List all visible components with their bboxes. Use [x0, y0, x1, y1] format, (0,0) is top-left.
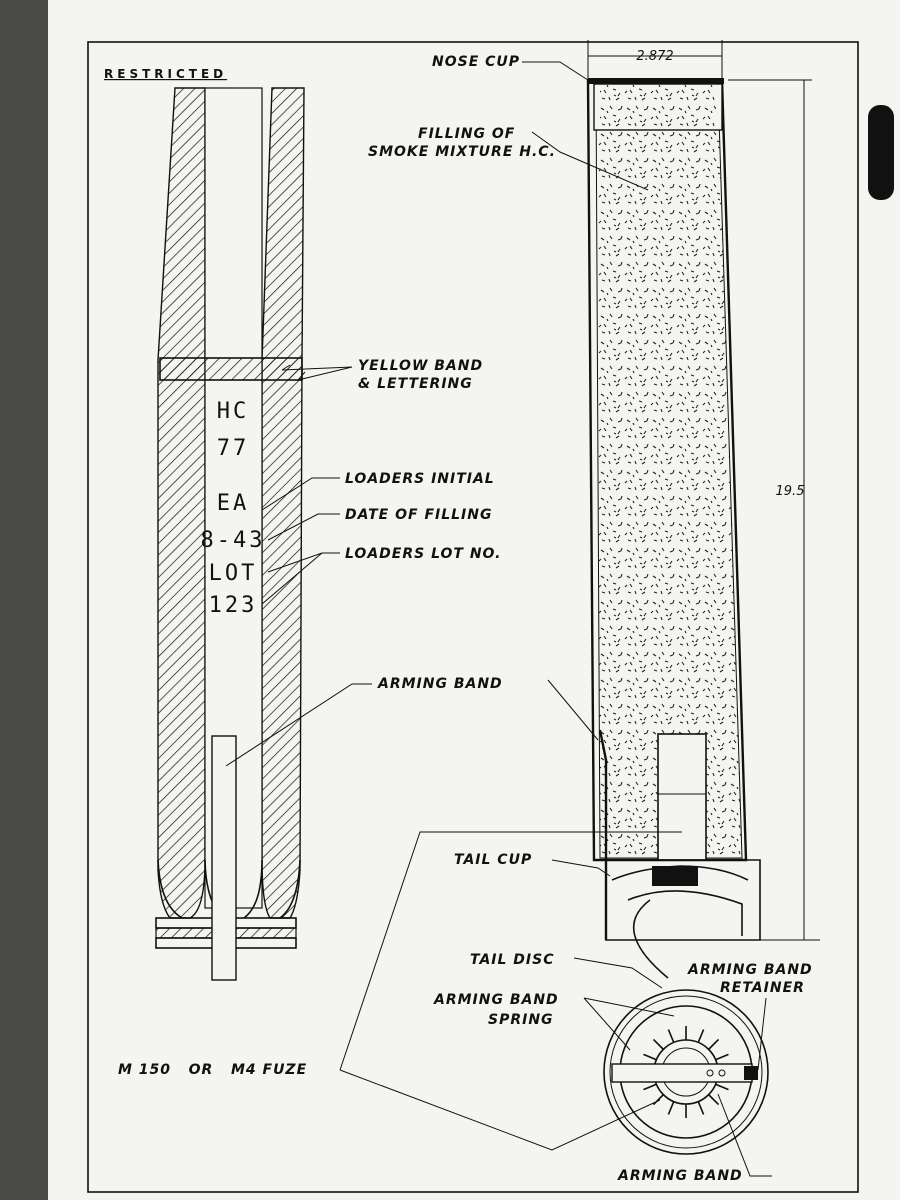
label-filling-1: FILLING OF [418, 126, 516, 142]
burster-well [658, 734, 706, 860]
retainer-clip [744, 1066, 758, 1080]
label-loaders-initial: LOADERS INITIAL [345, 471, 495, 487]
label-loaders-lot-no: LOADERS LOT NO. [345, 546, 502, 562]
diameter-value: 2.872 [636, 49, 674, 64]
length-value: 19.5 [775, 484, 805, 499]
label-arming-band-spring-2: SPRING [488, 1012, 554, 1028]
binder-hole [868, 105, 894, 200]
label-fuze: M 150 OR M4 FUZE [118, 1062, 308, 1078]
fuze-body [652, 866, 698, 886]
page-binding [0, 0, 48, 1200]
arming-band-cross [612, 1064, 752, 1082]
label-yellow-band-2: & LETTERING [358, 376, 473, 392]
stencil-date: 8-43 [200, 528, 266, 553]
nose-cup-filling [600, 84, 716, 128]
label-tail-disc: TAIL DISC [470, 952, 555, 968]
stencil-lot-label: LOT [208, 561, 258, 586]
label-yellow-band-1: YELLOW BAND [358, 358, 484, 374]
stencil-77: 77 [216, 436, 250, 461]
stencil-loader-initial: EA [216, 491, 250, 516]
label-arming-band-retainer-1: ARMING BAND [688, 962, 813, 978]
right-wall-hatched [262, 88, 304, 918]
label-arming-band-retainer-2: RETAINER [720, 980, 805, 996]
label-nose-cup: NOSE CUP [432, 54, 521, 70]
label-arming-band-top: ARMING BAND [378, 676, 503, 692]
arming-band-strip [212, 736, 236, 980]
label-arming-band-bottom: ARMING BAND [618, 1168, 743, 1184]
label-filling-2: SMOKE MIXTURE H.C. [368, 144, 556, 160]
nose-cup-cap [588, 78, 724, 84]
label-tail-cup: TAIL CUP [454, 852, 533, 868]
label-date-of-filling: DATE OF FILLING [345, 507, 493, 523]
exterior-view [156, 88, 304, 980]
stencil-hc: HC [216, 399, 250, 424]
stencil-lot-number: 123 [208, 593, 258, 618]
yellow-band [160, 358, 302, 380]
label-arming-band-spring-1: ARMING BAND [434, 992, 559, 1008]
classification-label: RESTRICTED [104, 67, 228, 81]
